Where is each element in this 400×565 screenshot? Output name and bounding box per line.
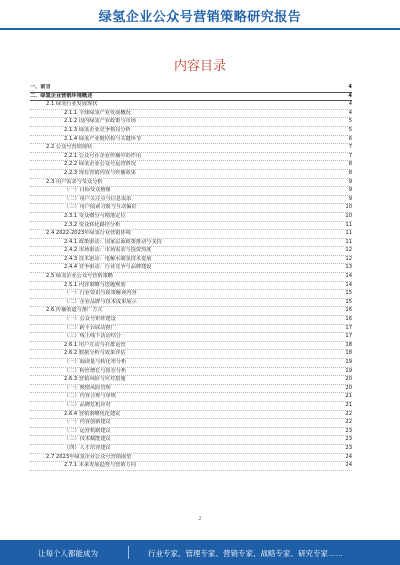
toc-entry-page: 13 <box>345 264 352 271</box>
toc-entry-text: 2.2.3 现有营销内容与传播效果 <box>64 169 136 176</box>
toc-row[interactable] <box>30 187 352 196</box>
toc-entry-page: 9 <box>348 178 352 185</box>
toc-entry-page: 12 <box>345 247 352 254</box>
toc-entry-page: 19 <box>345 359 352 365</box>
toc-entry-text: 2.6.2 数据分析与效果评估 <box>64 350 126 357</box>
toc-row[interactable] <box>30 230 352 239</box>
toc-row[interactable] <box>30 333 352 342</box>
toc-entry-text: （一）阅读量与转化率分析 <box>64 359 127 365</box>
toc-row[interactable] <box>30 239 352 248</box>
toc-heading: 内容目录 <box>173 58 226 73</box>
toc-entry-text: （一）行业资讯与政策解读内容 <box>64 290 137 297</box>
toc-entry-text: 2.4.1 政策驱动：国家层面政策推动与支持 <box>64 238 162 245</box>
toc-entry-text: 一、前言 <box>30 84 51 90</box>
toc-entry-text: 2.3 用户需求与受众分析 <box>46 178 103 185</box>
toc-entry-page: 17 <box>345 333 352 340</box>
toc-entry-text: 2.2.2 绿氢企业公众号运营情况 <box>64 161 136 168</box>
toc-row[interactable] <box>30 359 352 368</box>
toc-entry-text: 2.5 绿氢企业公众号营销策略 <box>46 273 113 280</box>
footer-slogan: 让每个人都能成为 <box>38 549 98 558</box>
toc-row[interactable] <box>30 445 352 454</box>
toc-entry-text: 2.1 绿氢行业发展现状 <box>46 101 98 108</box>
toc-entry-page: 14 <box>345 273 352 280</box>
toc-entry-text: （三）品牌危机应对 <box>64 401 111 408</box>
toc-entry-page: 21 <box>345 393 352 400</box>
toc-list <box>30 84 352 471</box>
toc-row[interactable] <box>30 161 352 170</box>
toc-entry-text: （一）目标受众画像 <box>64 187 111 194</box>
toc-entry-text: （二）企业品牌与技术成果展示 <box>64 298 137 305</box>
toc-row[interactable] <box>30 350 352 359</box>
toc-entry-page: 8 <box>348 169 352 176</box>
toc-row[interactable] <box>30 282 352 291</box>
toc-entry-text: （三）技术赋能建议 <box>64 436 111 443</box>
toc-entry-page: 23 <box>345 427 352 434</box>
toc-entry-text: 2.4.4 竞争驱动：行业竞争与品牌建设 <box>64 264 152 271</box>
toc-entry-text: （一）舆情风险管理 <box>64 384 111 391</box>
toc-entry-text: 2.3.2 受众转化路径分析 <box>64 221 121 228</box>
toc-entry-text: 2.4.2 市场驱动：市场需求与投资热度 <box>64 247 152 254</box>
toc-entry-text: 2.5.1 内容策略与选题规划 <box>64 281 126 288</box>
toc-row[interactable] <box>30 170 352 179</box>
toc-row[interactable] <box>30 316 352 325</box>
toc-entry-text: （一）内容创新建议 <box>64 419 111 426</box>
header-band <box>0 0 400 30</box>
toc-entry-page: 22 <box>345 410 352 417</box>
toc-entry-page: 7 <box>348 152 352 159</box>
toc-row[interactable] <box>30 462 352 471</box>
toc-row[interactable] <box>30 204 352 213</box>
toc-row[interactable] <box>30 213 352 222</box>
toc-entry-page: 18 <box>345 341 352 348</box>
toc-entry-page: 5 <box>348 118 352 125</box>
toc-entry-page: 19 <box>345 367 352 374</box>
toc-row[interactable] <box>30 93 352 102</box>
toc-entry-page: 20 <box>345 376 352 383</box>
toc-entry-page: 22 <box>345 419 352 426</box>
toc-row[interactable] <box>30 144 352 153</box>
toc-entry-page: 6 <box>348 135 352 142</box>
footer-tagline: 行业专家、管理专家、营销专家、战略专家、研究专家…… <box>148 549 343 558</box>
toc-entry-text: 二、绿氢企业营销环境概述 <box>30 92 93 99</box>
toc-row[interactable] <box>30 342 352 351</box>
toc-entry-page: 14 <box>345 281 352 288</box>
toc-entry-page: 16 <box>345 316 352 323</box>
toc-entry-text: 2.1.2 国内绿氢产业政策与市场 <box>64 118 136 125</box>
toc-entry-text: （二）运营机制建议 <box>64 427 111 434</box>
toc-row[interactable] <box>30 273 352 282</box>
toc-row[interactable] <box>30 222 352 231</box>
toc-entry-page: 18 <box>345 350 352 357</box>
toc-row[interactable] <box>30 307 352 316</box>
toc-row[interactable] <box>30 411 352 420</box>
toc-row[interactable] <box>30 402 352 411</box>
toc-entry-text: （三）线上线下活动结合 <box>64 333 122 340</box>
toc-entry-text: 2.6 传播渠道与推广方式 <box>46 307 103 314</box>
toc-entry-page: 23 <box>345 436 352 443</box>
toc-entry-text: 2.6.1 用户互动与社群运营 <box>64 341 126 348</box>
toc-entry-text: 2.2.1 公众号在企业传播中的作用 <box>64 152 142 159</box>
toc-entry-text: （二）粉丝增长与留存分析 <box>64 367 127 374</box>
toc-row[interactable] <box>30 264 352 273</box>
toc-row[interactable] <box>30 428 352 437</box>
toc-entry-text: 2.4 2022-2023年绿氢行业营销环境 <box>46 230 131 237</box>
toc-entry-text: 2.1.1 全球绿氢产业发展概况 <box>64 109 131 116</box>
toc-entry-text: 2.6.4 营销策略优化建议 <box>64 410 121 417</box>
toc-entry-page: 10 <box>345 212 352 219</box>
toc-row[interactable] <box>30 299 352 308</box>
toc-entry-text: 2.2 公众号营销现状 <box>46 144 93 151</box>
toc-entry-page: 24 <box>345 453 352 460</box>
toc-entry-text: （四）人才培养建议 <box>64 444 111 451</box>
toc-entry-text: （三）用户阅读习惯与互动偏好 <box>64 204 137 211</box>
toc-entry-text: （一）公众号矩阵建设 <box>64 316 116 323</box>
toc-entry-page: 16 <box>345 307 352 314</box>
toc-row[interactable] <box>30 247 352 256</box>
toc-entry-text: 2.7.1 未来发展趋势与营销方向 <box>64 462 136 469</box>
toc-entry-page: 15 <box>345 290 352 297</box>
toc-row[interactable] <box>30 127 352 136</box>
toc-entry-page: 11 <box>345 230 352 237</box>
toc-row[interactable] <box>30 196 352 205</box>
toc-entry-page: 5 <box>348 126 352 133</box>
toc-row[interactable] <box>30 118 352 127</box>
page-number: 2 <box>198 516 202 522</box>
footer-divider <box>128 546 129 559</box>
toc-entry-page: 9 <box>348 187 352 194</box>
toc-row[interactable] <box>30 84 352 93</box>
toc-row[interactable] <box>30 290 352 299</box>
toc-row[interactable] <box>30 325 352 334</box>
toc-row[interactable] <box>30 136 352 145</box>
toc-row[interactable] <box>30 376 352 385</box>
toc-entry-page: 4 <box>348 101 352 108</box>
toc-entry-text: 2.7 2023年绿氢企业公众号营销展望 <box>46 453 132 460</box>
toc-entry-text: 2.6.3 营销风险与应对措施 <box>64 376 126 383</box>
toc-entry-page: 21 <box>345 401 352 408</box>
toc-row[interactable] <box>30 179 352 188</box>
toc-row[interactable] <box>30 419 352 428</box>
toc-entry-page: 15 <box>345 298 352 305</box>
toc-row[interactable] <box>30 454 352 463</box>
toc-entry-page: 24 <box>345 462 352 469</box>
toc-entry-text: （二）用户关注点与信息需求 <box>64 195 132 202</box>
toc-row[interactable] <box>30 385 352 394</box>
toc-entry-text: 2.1.3 绿氢企业竞争格局分析 <box>64 126 131 133</box>
toc-entry-page: 23 <box>345 444 352 451</box>
footer-band <box>0 540 400 565</box>
report-title: 绿氢企业公众号营销策略研究报告 <box>98 9 302 24</box>
toc-entry-page: 17 <box>345 324 352 331</box>
toc-row[interactable] <box>30 368 352 377</box>
toc-row[interactable] <box>30 393 352 402</box>
toc-row[interactable] <box>30 101 352 110</box>
toc-entry-page: 11 <box>345 238 352 245</box>
toc-entry-page: 4 <box>348 84 352 90</box>
toc-entry-text: 2.1.4 绿氢产业链结构与关键环节 <box>64 135 142 142</box>
toc-entry-page: 8 <box>348 161 352 168</box>
toc-entry-page: 20 <box>345 384 352 391</box>
toc-entry-page: 12 <box>345 255 352 262</box>
toc-entry-page: 9 <box>348 195 352 202</box>
toc-entry-text: （二）跨平台联动推广 <box>64 324 116 331</box>
toc-row[interactable] <box>30 153 352 162</box>
toc-entry-page: 10 <box>345 204 352 211</box>
toc-row[interactable] <box>30 110 352 119</box>
toc-entry-page: 11 <box>345 221 352 228</box>
toc-entry-text: （二）内容合规与审核 <box>64 393 116 400</box>
toc-entry-page: 4 <box>348 109 352 116</box>
toc-entry-page: 4 <box>348 92 352 99</box>
toc-row[interactable] <box>30 436 352 445</box>
toc-entry-text: 2.3.1 受众细分与精准定位 <box>64 212 126 219</box>
toc-entry-page: 7 <box>348 144 352 151</box>
toc-entry-text: 2.4.3 技术驱动：电解水制氢技术进展 <box>64 255 152 262</box>
toc-row[interactable] <box>30 256 352 265</box>
